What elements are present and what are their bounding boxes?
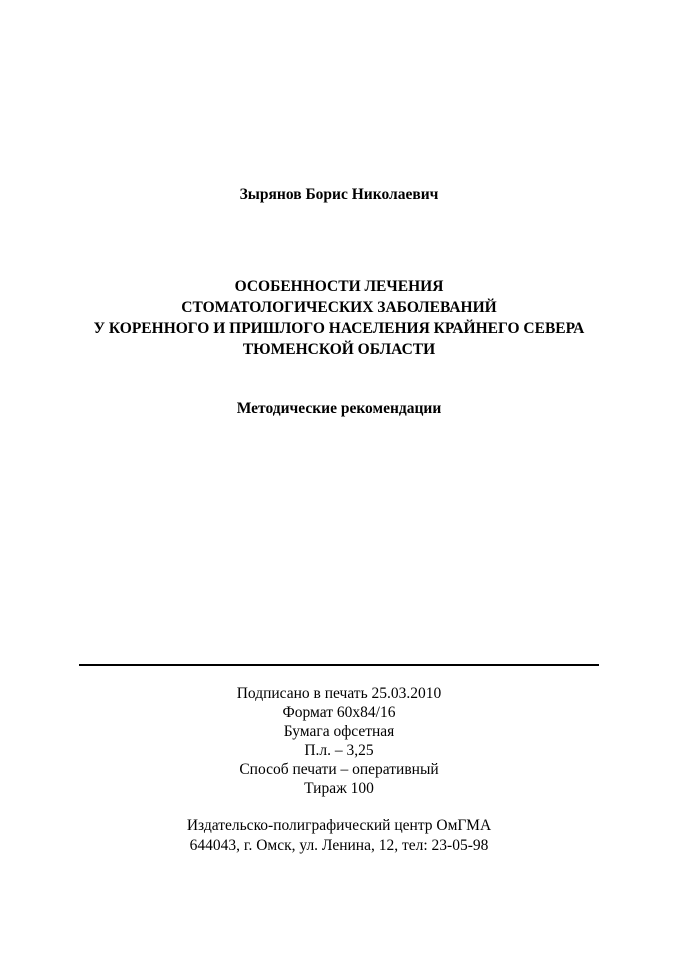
horizontal-divider: [79, 664, 599, 666]
document-subtitle: Методические рекомендации: [236, 400, 442, 417]
publisher-name: Издательско-полиграфический центр ОмГМА: [186, 817, 492, 834]
title-line: ТЮМЕНСКОЙ ОБЛАСТИ: [242, 341, 436, 358]
imprint-format: Формат 60х84/16: [282, 704, 396, 721]
publisher-block: [0, 816, 678, 856]
title-line: ОСОБЕННОСТИ ЛЕЧЕНИЯ: [234, 278, 444, 295]
imprint-sheets: П.л. – 3,25: [304, 742, 374, 759]
imprint-paper: Бумага офсетная: [283, 723, 395, 740]
publisher-address: 644043, г. Омск, ул. Ленина, 12, тел: 23-05-98: [189, 837, 489, 854]
imprint-print-run: Тираж 100: [304, 780, 374, 797]
imprint-signed-date: Подписано в печать 25.03.2010: [236, 685, 442, 702]
title-line: СТОМАТОЛОГИЧЕСКИХ ЗАБОЛЕВАНИЙ: [181, 299, 497, 316]
imprint-print-method: Способ печати – оперативный: [239, 761, 439, 778]
author-name: Зырянов Борис Николаевич: [239, 186, 439, 203]
imprint-block: [0, 684, 678, 798]
document-title: [0, 276, 678, 360]
title-line: У КОРЕННОГО И ПРИШЛОГО НАСЕЛЕНИЯ КРАЙНЕГО СЕВЕРА: [93, 320, 585, 337]
